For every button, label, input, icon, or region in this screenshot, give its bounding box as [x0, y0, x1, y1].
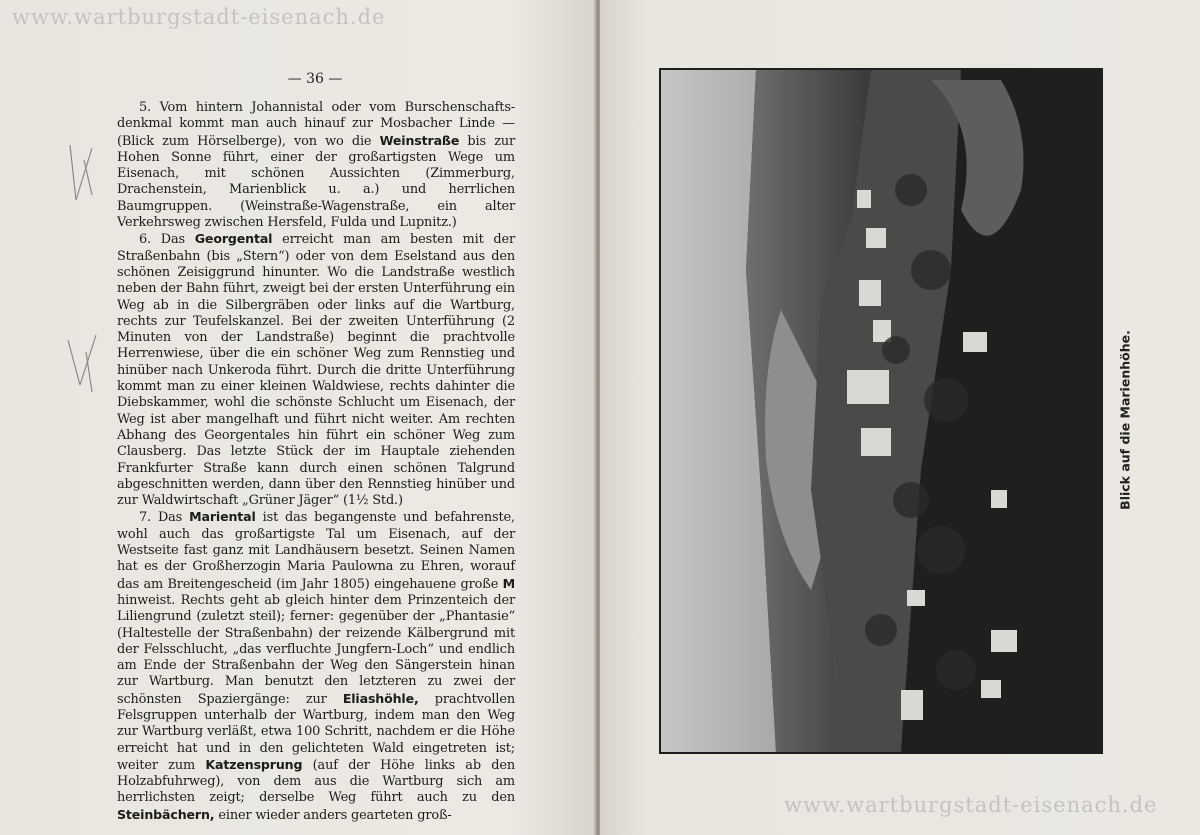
- watermark-bottom: www.wartburgstadt-eisenach.de: [784, 793, 1158, 817]
- paragraph-6: [117, 231, 515, 509]
- bold-term: M: [502, 575, 515, 591]
- photo-caption: Blick auf die Marienhöhe.: [1117, 330, 1133, 510]
- bold-term: Eliashöhle,: [342, 690, 419, 706]
- bold-term: Steinbächern,: [117, 806, 215, 822]
- paragraph-7: [117, 509, 515, 824]
- bold-term: Mariental: [189, 509, 256, 525]
- text-run: (auf der Höhe links ab den Holzabfuhrweg), von dem aus die Wartburg sich am herrlichsten zeigt; derselbe Weg führt auch zu den: [117, 757, 515, 806]
- paragraph-5: [117, 100, 515, 231]
- bold-term: Katzensprung: [205, 756, 303, 772]
- watermark-top: www.wartburgstadt-eisenach.de: [12, 5, 386, 29]
- photo-caption-area: [1095, 300, 1155, 540]
- landscape-photo: [661, 70, 1101, 752]
- photo-plate: [659, 68, 1103, 754]
- bold-term: Georgental: [194, 231, 273, 247]
- text-run: 5. Vom hintern Johannistal oder vom Burschenschafts-denkmal kommt man auch hinauf zur Mosbacher Linde — (Blick zum Hörselberge), von wo die: [117, 100, 515, 149]
- text-run: prachtvollen Felsgruppen unterhalb der Wartburg, indem man den Weg zur Wartburg verläßt, etwa 100 Schritt, nachdem er die Höhe erreicht hat und in den gelichteten Wald eingetreten ist; weiter zum: [117, 691, 515, 773]
- pencil-mark-icon: [62, 140, 102, 210]
- text-run: einer wieder anders gearteten groß-: [214, 807, 452, 823]
- body-text: [117, 100, 515, 824]
- page-number: — 36 —: [287, 71, 343, 87]
- text-run: ist das begangenste und befahrenste, wohl auch das großartigste Tal um Eisenach, auf der Westseite fast ganz mit Landhäusern besetzt. Seinen Namen hat es der Großherzogin Maria Paulowna zu Ehren, worauf das am Breitengescheid (im Jahr 1805) eingehauene große: [117, 510, 515, 592]
- pencil-mark-icon: [62, 330, 102, 400]
- text-run: 7. Das: [139, 510, 190, 526]
- left-page: [0, 0, 596, 835]
- text-run: hinweist. Rechts geht ab gleich hinter dem Prinzenteich der Liliengrund (zuletzt steil); ferner: gegenüber der „Phantasie“ (Haltestelle der Straßenbahn) der reizende Kälbergrund mit der Felsschlucht, „das verfluchte Jungfern-Loch“ und endlich am Ende der Straßenbahn der Weg den Sängerstein hinan zur Wartburg. Man benutzt den letzteren zu zwei der schönsten Spaziergänge: zur: [117, 592, 515, 707]
- bold-term: Weinstraße: [379, 132, 460, 148]
- text-run: 6. Das: [139, 232, 195, 248]
- text-run: erreicht man am besten mit der Straßenbahn (bis „Stern“) oder von dem Eselstand aus den schönen Zeisiggrund hinunter. Wo die Landstraße westlich neben der Bahn führt, zweigt bei der ersten Unterführung ein Weg ab in die Silbergräben oder links auf die Wartburg, rechts zur Teufelskanzel. Bei der zweiten Unterführung (2 Minuten von der Landstraße) beginnt die prachtvolle Herrenwiese, über die ein schöner Weg zum Rennstieg und hinüber nach Unkeroda führt. Durch die dritte Unterführung kommt man zu einer kleinen Waldwiese, rechts dahinter die Diebskammer, wohl die schönste Schlucht um Eisenach, der Weg ist aber mangelhaft und führt nicht weiter. Am rechten Abhang des Georgentales hin führt ein schöner Weg zum Clausberg. Das letzte Stück der im Hauptale ziehenden Frankfurter Straße kann durch einen schönen Talgrund abgeschnitten werden, dann über den Rennstieg hinüber und zur Waldwirtschaft „Grüner Jäger“ (1½ Std.): [117, 232, 515, 509]
- text-run: bis zur Hohen Sonne führt, einer der großartigsten Wege um Eisenach, mit schönen Aussichten (Zimmerburg, Drachenstein, Marienblick u. a.) und herrlichen Baumgruppen. (Weinstraße-Wagenstraße, ein alter Verkehrsweg zwischen Hersfeld, Fulda und Lupnitz.): [117, 133, 515, 231]
